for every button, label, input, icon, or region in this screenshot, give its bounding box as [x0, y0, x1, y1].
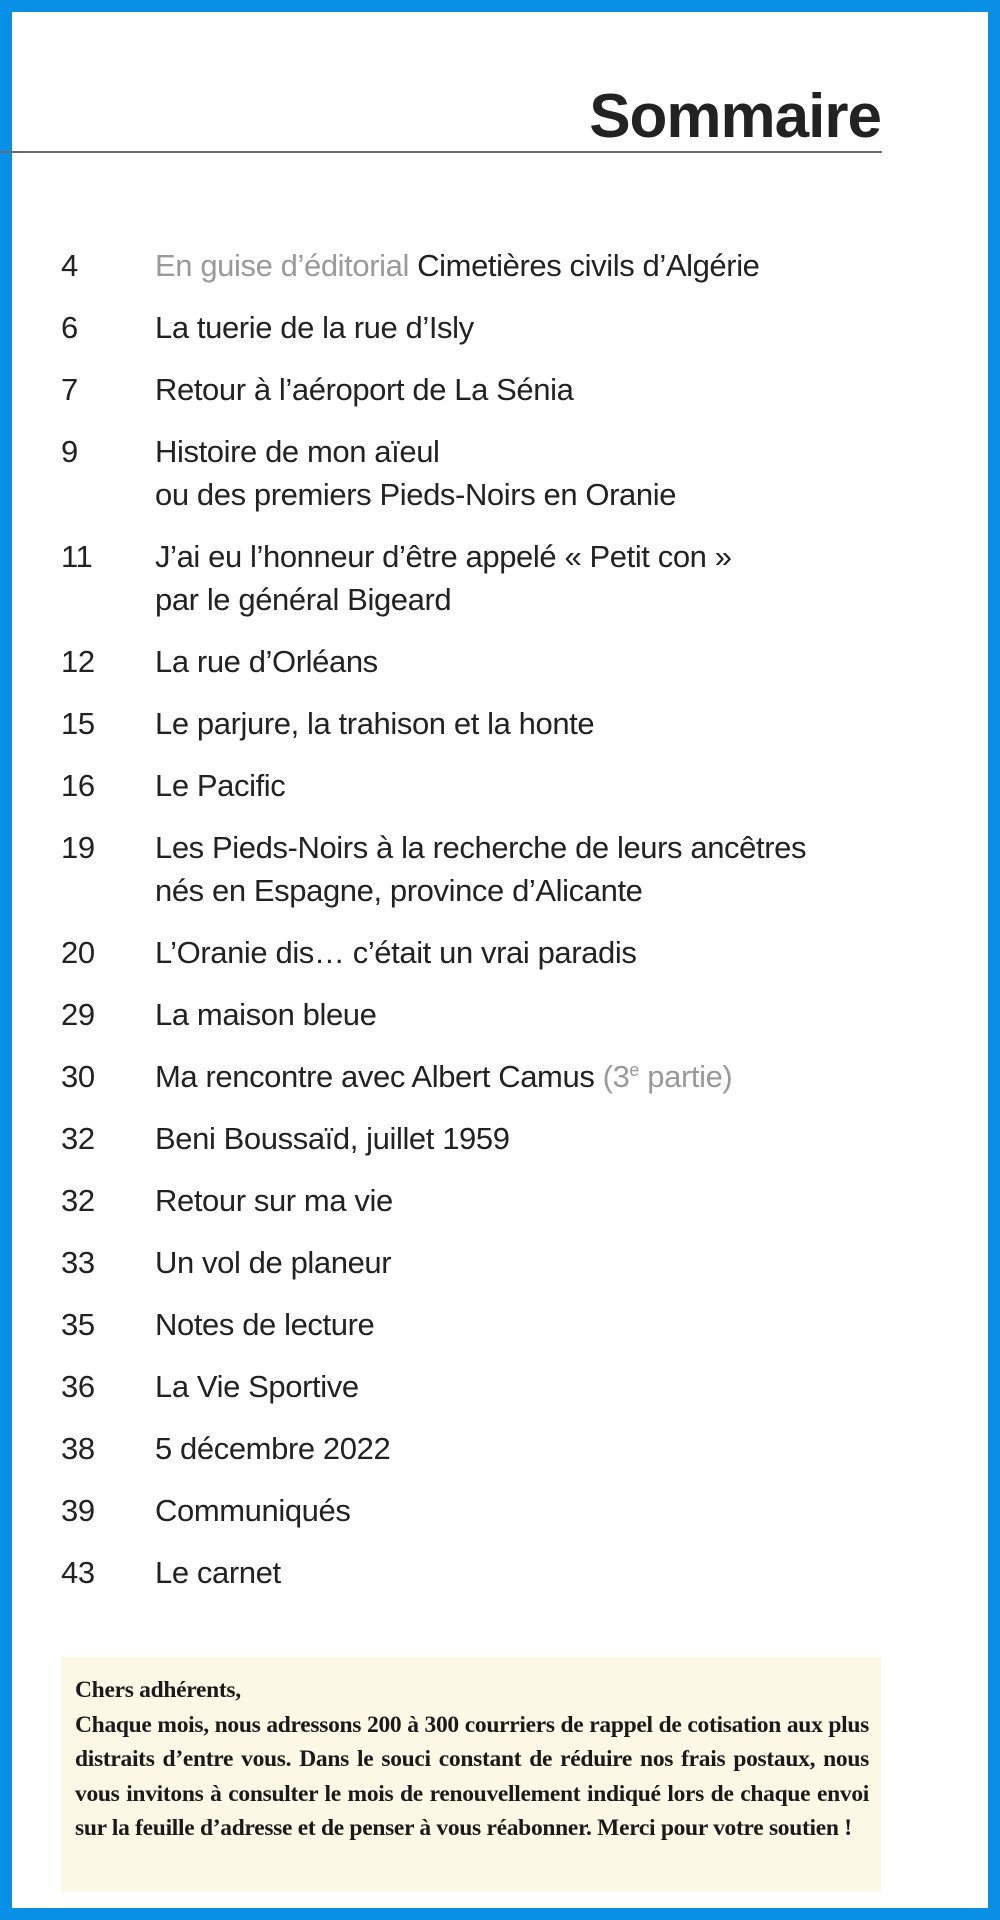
page-number: 9: [61, 434, 78, 469]
toc-entry[interactable]: [12, 1427, 988, 1470]
toc-entry[interactable]: [12, 368, 988, 411]
entry-title: Retour sur ma vie: [155, 1183, 393, 1218]
part-label-close: partie): [639, 1059, 733, 1094]
page-number: 7: [61, 372, 78, 407]
page-number: 4: [61, 248, 78, 283]
entry-title: Le Pacific: [155, 768, 286, 803]
entry-title: L’Oranie dis… c’était un vrai paradis: [155, 935, 637, 970]
page-number: 20: [61, 935, 95, 970]
toc-entry[interactable]: [12, 1551, 988, 1594]
page-number: 16: [61, 768, 95, 803]
toc-entry[interactable]: [12, 1489, 988, 1532]
toc-entry[interactable]: [12, 1055, 988, 1098]
toc-entry[interactable]: [12, 826, 988, 912]
entry-title: La rue d’Orléans: [155, 644, 378, 679]
entry-title: Le carnet: [155, 1555, 281, 1590]
page-number: 36: [61, 1369, 95, 1404]
toc-entry[interactable]: [12, 244, 988, 287]
page-number: 12: [61, 644, 95, 679]
rubric-label: En guise d’éditorial: [155, 248, 409, 283]
entry-title-line2: par le général Bigeard: [155, 582, 452, 617]
page-number: 32: [61, 1183, 95, 1218]
entry-title: La maison bleue: [155, 997, 377, 1032]
notice-greeting: Chers adhérents,: [75, 1677, 241, 1703]
toc-entry[interactable]: [12, 640, 988, 683]
page-number: 6: [61, 310, 78, 345]
entry-title: Communiqués: [155, 1493, 351, 1528]
entry-title: Un vol de planeur: [155, 1245, 392, 1280]
entry-title: 5 décembre 2022: [155, 1431, 391, 1466]
toc-entry[interactable]: [12, 306, 988, 349]
entry-title-line2: ou des premiers Pieds-Noirs en Oranie: [155, 477, 677, 512]
toc-entry[interactable]: [12, 1365, 988, 1408]
entry-title: Histoire de mon aïeul: [155, 434, 440, 469]
table-of-contents: [12, 244, 988, 1613]
page-number: 19: [61, 830, 95, 865]
title-divider: [0, 151, 882, 153]
part-label: [603, 1059, 733, 1094]
notice-body: Chaque mois, nous adressons 200 à 300 courriers de rappel de cotisation aux plus distraits d’entre vous. Dans le souci constant de réduire nos frais postaux, nous vous invitons à consulter le mois de renouvellement indiqué lors de chaque envoi sur la feuille d’adresse et de penser à vous réabonner. Merci pour votre soutien !: [75, 1711, 869, 1841]
entry-title-line2: nés en Espagne, province d’Alicante: [155, 873, 643, 908]
entry-title: Retour à l’aéroport de La Sénia: [155, 372, 574, 407]
page-number: 43: [61, 1555, 95, 1590]
toc-entry[interactable]: [12, 1303, 988, 1346]
entry-title: Notes de lecture: [155, 1307, 375, 1342]
page-number: 11: [61, 539, 93, 574]
toc-entry[interactable]: [12, 1179, 988, 1222]
entry-title: Beni Boussaïd, juillet 1959: [155, 1121, 510, 1156]
page: [12, 12, 988, 1908]
entry-title: Les Pieds-Noirs à la recherche de leurs ancêtres: [155, 830, 807, 865]
part-label-open: (3: [602, 1059, 630, 1094]
toc-entry[interactable]: [12, 931, 988, 974]
toc-entry[interactable]: [12, 1117, 988, 1160]
page-number: 30: [61, 1059, 95, 1094]
page-number: 29: [61, 997, 95, 1032]
toc-entry[interactable]: [12, 430, 988, 516]
page-number: 35: [61, 1307, 95, 1342]
entry-title: Cimetières civils d’Algérie: [417, 248, 760, 283]
page-number: 32: [61, 1121, 95, 1156]
entry-title: Ma rencontre avec Albert Camus: [155, 1059, 595, 1094]
part-label-sup: e: [629, 1060, 640, 1080]
toc-entry[interactable]: [12, 1241, 988, 1284]
entry-title: Le parjure, la trahison et la honte: [155, 706, 595, 741]
toc-entry[interactable]: [12, 535, 988, 621]
page-number: 33: [61, 1245, 95, 1280]
toc-entry[interactable]: [12, 702, 988, 745]
entry-title: J’ai eu l’honneur d’être appelé « Petit con »: [155, 539, 732, 574]
entry-title: La Vie Sportive: [155, 1369, 359, 1404]
page-number: 38: [61, 1431, 95, 1466]
toc-entry[interactable]: [12, 764, 988, 807]
page-number: 39: [61, 1493, 95, 1528]
page-title: Sommaire: [589, 82, 881, 151]
entry-title: La tuerie de la rue d’Isly: [155, 310, 474, 345]
page-number: 15: [61, 706, 95, 741]
membership-notice: [61, 1657, 881, 1892]
toc-entry[interactable]: [12, 993, 988, 1036]
